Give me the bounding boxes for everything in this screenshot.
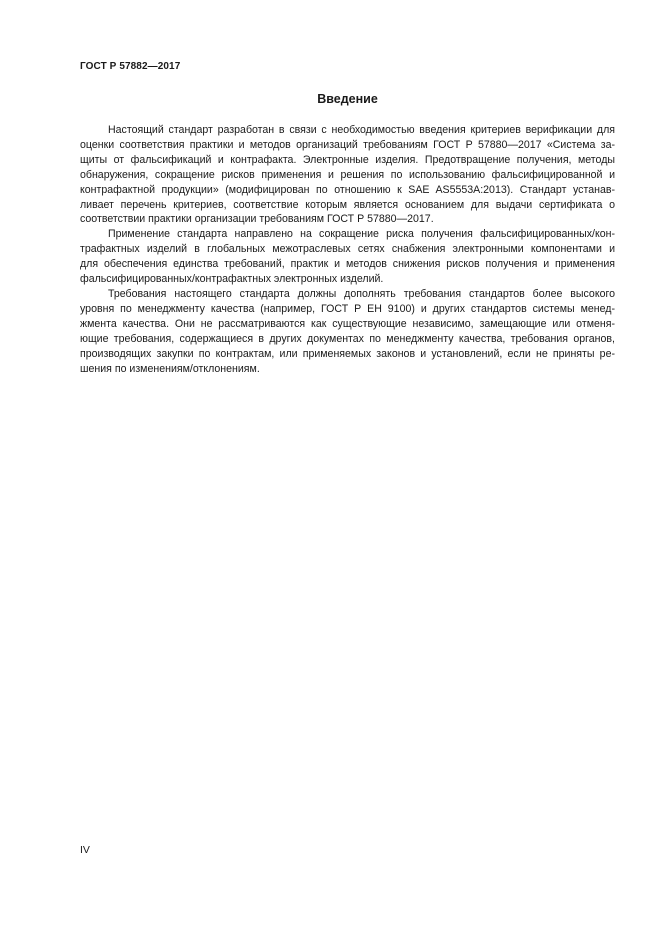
paragraph-line: шения по изменениям/отклонениям. — [80, 362, 260, 375]
paragraph-line: для обеспечения единства требований, практик и методов снижения рисков получения и применения — [80, 258, 615, 271]
paragraph-line: ющие требования, содержащиеся в других документах по менеджменту качества, требования органов, — [80, 332, 615, 345]
paragraph-line: трафактных изделий в глобальных межотраслевых сетях снабжения электронными компонентами и — [80, 243, 615, 256]
document-header: ГОСТ Р 57882—2017 — [80, 61, 181, 72]
paragraph-line: щиты от фальсификаций и контрафакта. Электронные изделия. Предотвращение получения, методы — [80, 153, 615, 166]
paragraph-line: оценки соответствия практики и методов организаций требованиям ГОСТ Р 57880—2017 «Система за- — [80, 138, 615, 151]
paragraph-3 — [80, 287, 615, 376]
paragraph-line: уровня по менеджменту качества (например, ГОСТ Р ЕН 9100) и других стандартов системы менед- — [80, 302, 615, 315]
paragraph-line: производящих закупки по контрактам, или применяемых законов и установлений, если не приняты ре- — [80, 347, 615, 360]
paragraph-2 — [80, 227, 615, 287]
page-number: IV — [80, 844, 90, 856]
paragraph-line: жмента качества. Они не рассматриваются как существующие независимо, замещающие или отменя- — [80, 317, 615, 330]
section-title: Введение — [317, 92, 378, 106]
paragraph-line: обнаружения, сокращение рисков применения и решения по использованию фальсифицированной и — [80, 168, 615, 181]
paragraph-line: фальсифицированных/контрафактных электронных изделий. — [80, 273, 384, 286]
body-text — [80, 123, 615, 376]
paragraph-line: Настоящий стандарт разработан в связи с необходимостью введения критериев верификации для — [108, 124, 615, 136]
paragraph-line: ливает перечень критериев, соответствие которым является основанием для выдачи сертификата о — [80, 198, 615, 211]
paragraph-line: контрафактной продукции» (модифицирован по отношению к SAE AS5553A:2013). Стандарт устанав- — [80, 183, 615, 196]
paragraph-line: Применение стандарта направлено на сокращение риска получения фальсифицированных/кон- — [108, 228, 615, 241]
paragraph-line: Требования настоящего стандарта должны дополнять требования стандартов более высокого — [108, 287, 615, 300]
paragraph-line: соответствии практики организации требованиям ГОСТ Р 57880—2017. — [80, 213, 434, 226]
paragraph-1 — [80, 123, 615, 227]
